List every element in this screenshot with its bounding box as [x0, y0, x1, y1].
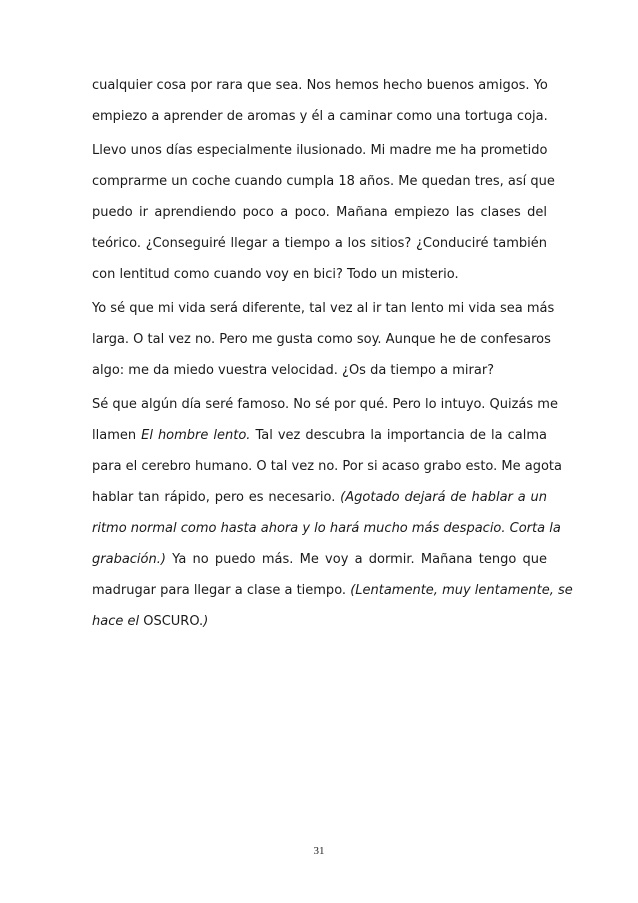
italic-title: El hombre lento. — [141, 428, 251, 443]
stage-direction: (Agotado dejará de hablar a un — [340, 490, 547, 505]
text-line: Yo sé que mi vida será diferente, tal vez al ir tan lento mi vida sea más — [92, 301, 555, 316]
stage-direction: (Lentamente, muy lentamente, se — [350, 583, 573, 598]
page-number: 31 — [313, 845, 325, 857]
stage-direction: ritmo normal como hasta ahora y lo hará mucho más despacio. Corta la — [92, 521, 561, 536]
text-line: madrugar para llegar a clase a tiempo. (Lentamente, muy lentamente, se — [92, 583, 573, 598]
stage-direction: grabación.) — [92, 552, 166, 567]
text-line — [92, 513, 561, 544]
text-line: puedo ir aprendiendo poco a poco. Mañana empiezo las clases del — [92, 205, 547, 220]
text-line: para el cerebro humano. O tal vez no. Por si acaso grabo esto. Me agota — [92, 459, 562, 474]
text-line: hace el OSCURO.) — [92, 614, 209, 629]
text-line: teórico. ¿Conseguiré llegar a tiempo a los sitios? ¿Conduciré también — [92, 236, 547, 251]
text-line: con lentitud como cuando voy en bici? Todo un misterio. — [92, 267, 459, 282]
text-line: hablar tan rápido, pero es necesario. (Agotado dejará de hablar a un — [92, 490, 547, 505]
text-line: empiezo a aprender de aromas y él a caminar como una tortuga coja. — [92, 109, 548, 124]
text-line: Sé que algún día seré famoso. No sé por qué. Pero lo intuyo. Quizás me — [92, 397, 558, 412]
text-line: comprarme un coche cuando cumpla 18 años. Me quedan tres, así que — [92, 174, 555, 189]
stage-direction: hace el — [92, 614, 144, 629]
text-line: Llevo unos días especialmente ilusionado. Mi madre me ha prometido — [92, 143, 548, 158]
text-line: llamen El hombre lento. Tal vez descubra la importancia de la calma — [92, 428, 548, 443]
text-line: larga. O tal vez no. Pero me gusta como soy. Aunque he de confesaros — [92, 332, 551, 347]
text-line: grabación.) Ya no puedo más. Me voy a dormir. Mañana tengo que — [92, 552, 547, 567]
text-line: cualquier cosa por rara que sea. Nos hemos hecho buenos amigos. Yo — [92, 78, 548, 93]
text-line: algo: me da miedo vuestra velocidad. ¿Os da tiempo a mirar? — [92, 363, 495, 378]
body-text — [92, 70, 573, 637]
